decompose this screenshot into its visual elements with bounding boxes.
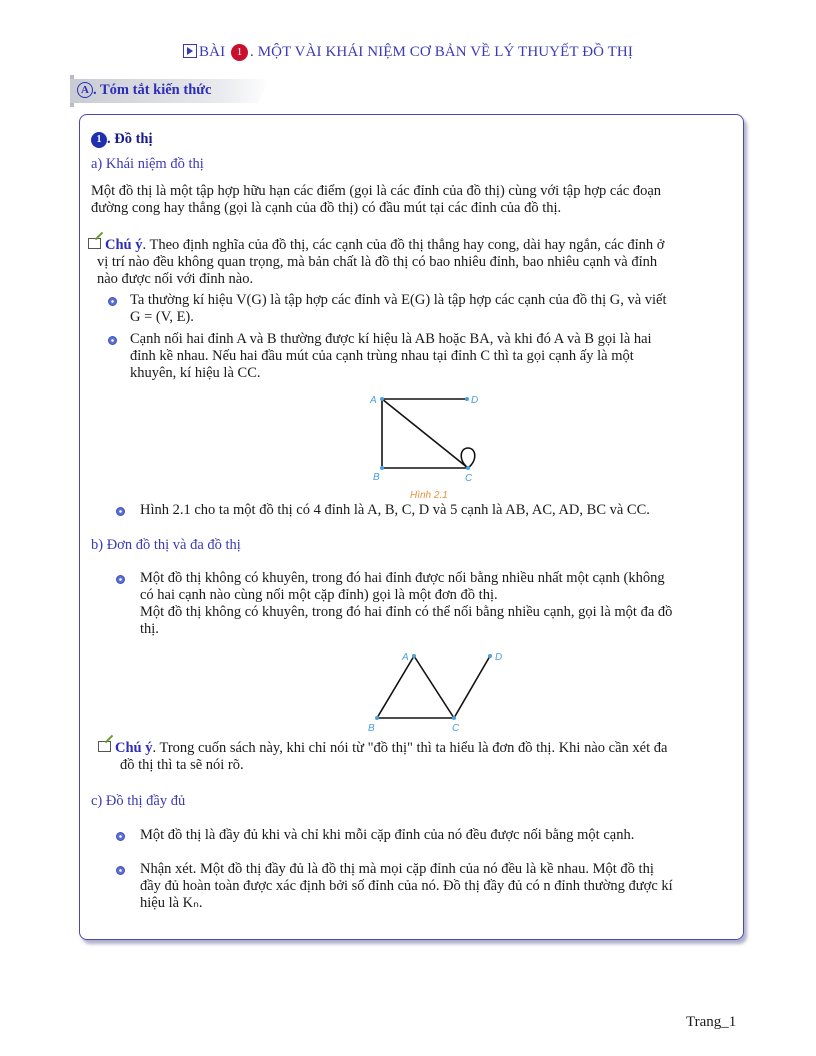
- section-letter-badge: A: [77, 82, 93, 98]
- note-text: nào được nối với đỉnh nào.: [97, 271, 254, 287]
- list-item-text: Một đồ thị không có khuyên, trong đó hai đỉnh có thể nối bằng nhiều cạnh, gọi là một đa đồ: [140, 604, 673, 620]
- vertex-label: A: [402, 652, 409, 663]
- note-text: đồ thị thì ta sẽ nói rõ.: [120, 757, 244, 773]
- list-item-text: Một đồ thị không có khuyên, trong đó hai đỉnh được nối bằng nhiều nhất một cạnh (không: [140, 570, 665, 586]
- edge-ab: [377, 656, 414, 718]
- title-text: . MỘT VÀI KHÁI NIỆM CƠ BẢN VỀ LÝ THUYẾT ĐỒ THỊ: [250, 44, 633, 60]
- list-item-text: đầy đủ hoàn toàn được xác định bởi số đỉnh của nó. Đồ thị đầy đủ có n đỉnh thường được kí: [140, 878, 673, 894]
- list-item-text: hiệu là Kₙ.: [140, 895, 203, 911]
- definition-line: Một đồ thị là một tập hợp hữu hạn các điểm (gọi là các đỉnh của đồ thị) cùng với tập hợp các đoạn: [91, 183, 662, 199]
- note-pencil-icon: [98, 741, 111, 752]
- list-item-text: Ta thường kí hiệu V(G) là tập hợp các đỉnh và E(G) là tập hợp các cạnh của đồ thị G, và viết: [130, 292, 667, 308]
- list-item: [130, 292, 732, 326]
- edge-ac: [382, 399, 468, 468]
- bullet-icon: [116, 575, 125, 584]
- list-item-text: Nhận xét. Một đồ thị đầy đủ là đồ thị mà mọi cặp đỉnh của nó đều là kề nhau. Một đồ thị: [140, 861, 654, 877]
- vertex-c: [466, 466, 470, 470]
- vertex-label: C: [465, 473, 473, 484]
- note-2: [98, 740, 732, 774]
- list-item-text: có hai cạnh nào cùng nối một cặp đỉnh) gọi là một đơn đồ thị.: [140, 587, 498, 603]
- vertex-d: [488, 654, 492, 658]
- vertex-c: [452, 716, 456, 720]
- vertex-label: B: [373, 472, 380, 483]
- note-text: . Trong cuốn sách này, khi chỉ nói từ "đồ thị" thì ta hiểu là đơn đồ thị. Khi nào cần xét đa: [152, 740, 668, 756]
- subheading-a: a) Khái niệm đồ thị: [91, 156, 204, 172]
- definition-line: đường cong hay thẳng (gọi là cạnh của đồ thị) có đầu mút tại các đỉnh của đồ thị.: [91, 200, 562, 216]
- bullet-icon: [116, 866, 125, 875]
- list-item-text: khuyên, kí hiệu là CC.: [130, 365, 261, 381]
- vertex-label: C: [452, 723, 460, 734]
- vertex-b: [380, 466, 384, 470]
- subheading-b: b) Đơn đồ thị và đa đồ thị: [91, 537, 241, 553]
- figure-simple-graph: [362, 646, 512, 736]
- page-title: [0, 44, 816, 61]
- lesson-number-badge: 1: [231, 44, 248, 61]
- vertex-d: [465, 397, 469, 401]
- vertex-label: A: [370, 395, 377, 406]
- edge-cd: [454, 656, 490, 718]
- list-item: [140, 570, 732, 638]
- part-number-badge: 1: [91, 132, 107, 148]
- vertex-b: [375, 716, 379, 720]
- section-heading: [77, 82, 211, 99]
- vertex-a: [412, 654, 416, 658]
- figure-caption: Hình 2.1: [410, 490, 448, 501]
- note-text: vị trí nào đều không quan trọng, mà bản chất là đồ thị có bao nhiêu đỉnh, bao nhiêu cạnh và đỉnh: [97, 254, 658, 270]
- page-number: Trang_1: [686, 1014, 737, 1030]
- vertex-label: D: [471, 395, 479, 406]
- play-icon: [183, 44, 197, 58]
- note-title: Chú ý: [115, 740, 153, 756]
- edge-ac: [414, 656, 454, 718]
- list-item-text: Cạnh nối hai đỉnh A và B thường được kí hiệu là AB hoặc BA, và khi đó A và B gọi là hai: [130, 331, 652, 347]
- vertex-label: B: [368, 723, 375, 734]
- note-pencil-icon: [88, 238, 101, 249]
- vertex-label: D: [495, 652, 503, 663]
- part-heading-text: . Đồ thị: [107, 131, 153, 147]
- list-item-text: thị.: [140, 621, 159, 637]
- note-text: . Theo định nghĩa của đồ thị, các cạnh của đồ thị thẳng hay cong, dài hay ngắn, các đỉnh ở: [142, 237, 665, 253]
- list-item-text: đỉnh kề nhau. Nếu hai đầu mút của cạnh trùng nhau tại đỉnh C thì ta gọi cạnh ấy là một: [130, 348, 634, 364]
- vertex-a: [380, 397, 384, 401]
- note-title: Chú ý: [105, 237, 143, 253]
- title-prefix: BÀI: [199, 44, 226, 60]
- list-item: Một đồ thị là đầy đủ khi và chỉ khi mỗi cặp đỉnh của nó đều được nối bằng một cạnh.: [140, 827, 635, 843]
- note-1: [88, 237, 733, 288]
- definition-paragraph: [91, 183, 731, 217]
- list-item: [140, 861, 732, 912]
- list-item: [130, 331, 732, 382]
- bullet-icon: [116, 832, 125, 841]
- bullet-icon: [116, 507, 125, 516]
- bullet-icon: [108, 297, 117, 306]
- list-item-text: G = (V, E).: [130, 309, 194, 325]
- list-item: Hình 2.1 cho ta một đồ thị có 4 đỉnh là A, B, C, D và 5 cạnh là AB, AC, AD, BC và CC.: [140, 502, 650, 518]
- figure-2-1: [360, 390, 490, 502]
- bullet-icon: [108, 336, 117, 345]
- part-heading: [91, 131, 153, 148]
- subheading-c: c) Đồ thị đầy đủ: [91, 793, 186, 809]
- section-heading-text: . Tóm tắt kiến thức: [93, 82, 212, 98]
